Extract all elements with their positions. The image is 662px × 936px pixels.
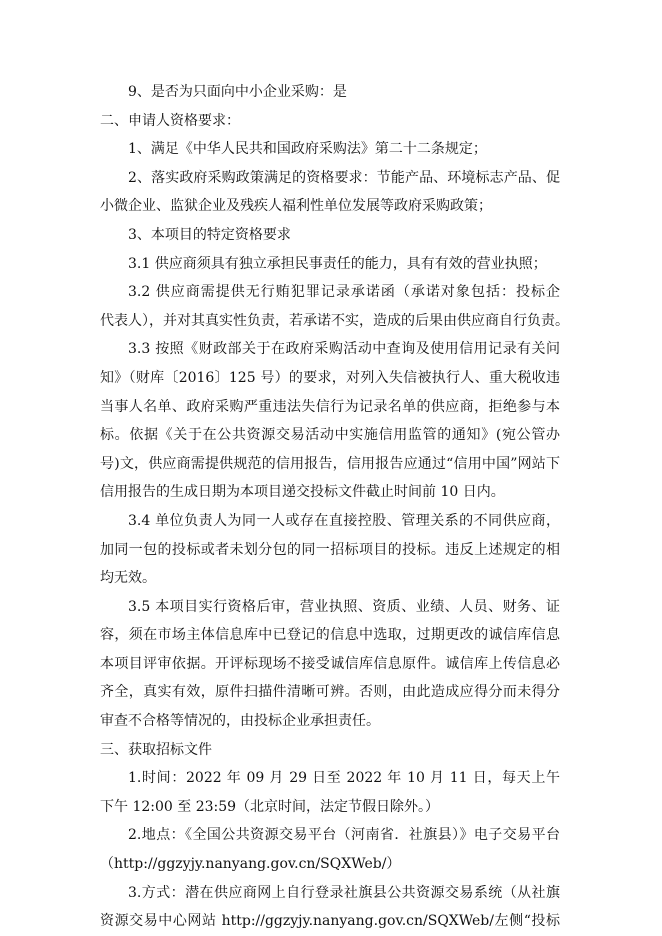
text-line: 三、获取招标文件 bbox=[100, 741, 212, 758]
text-line: （http://ggzyjy.nanyang.gov.cn/SQXWeb/） bbox=[100, 856, 401, 873]
text-line: 2.地点：《全国公共资源交易平台（河南省．社旗县）》电子交易平台 bbox=[128, 827, 560, 844]
text-line: 1.时间：2022 年 09 月 29 日至 2022 年 10 月 11 日，每天上午 bbox=[128, 770, 560, 787]
text-line: 标。依据《关于在公共资源交易活动中实施信用监管的通知》(宛公管办 bbox=[100, 427, 560, 444]
text-line: 容，须在市场主体信息库中已登记的信息中选取，过期更改的诚信库信息 bbox=[100, 627, 560, 644]
text-line: 号)文，供应商需提供规范的信用报告，信用报告应通过“信用中国”网站下 bbox=[100, 455, 560, 472]
text-line: 代表人），并对其真实性负责，若承诺不实，造成的后果由供应商自行负责。 bbox=[100, 312, 569, 329]
text-line: 3、本项目的特定资格要求 bbox=[128, 226, 291, 243]
document-body bbox=[100, 78, 569, 936]
text-line: 加同一包的投标或者未划分包的同一招标项目的投标。违反上述规定的相 bbox=[100, 541, 560, 558]
text-line: 2、落实政府采购政策满足的资格要求：节能产品、环境标志产品、促 bbox=[128, 169, 560, 186]
text-line: 本项目评审依据。开评标现场不接受诚信库信息原件。诚信库上传信息必 bbox=[100, 655, 560, 672]
text-line: 9、是否为只面向中小企业采购：是 bbox=[128, 84, 347, 100]
text-line: 信用报告的生成日期为本项目递交投标文件截止时间前 10 日内。 bbox=[100, 484, 505, 501]
text-line: 3.4 单位负责人为同一人或存在直接控股、管理关系的不同供应商， bbox=[128, 512, 560, 529]
text-line: 小微企业、监狱企业及残疾人福利性单位发展等政府采购政策； bbox=[100, 198, 492, 215]
text-line: 知》（财库〔2016〕125 号）的要求，对列入失信被执行人、重大税收违 bbox=[100, 369, 560, 386]
text-line: 3.2 供应商需提供无行贿犯罪记录承诺函（承诺对象包括：投标企 bbox=[128, 284, 560, 301]
text-line: 3.1 供应商须具有独立承担民事责任的能力，具有有效的营业执照； bbox=[128, 255, 547, 272]
text-line: 下午 12:00 至 23:59（北京时间，法定节假日除外。） bbox=[100, 798, 440, 815]
text-line: 均无效。 bbox=[100, 570, 156, 587]
text-line: 1、满足《中华人民共和国政府采购法》第二十二条规定； bbox=[128, 141, 487, 158]
text-line: 齐全，真实有效，原件扫描件清晰可辨。否则，由此造成应得分而未得分 bbox=[100, 684, 560, 701]
text-line: 资源交易中心网站 http://ggzyjy.nanyang.gov.cn/SQXWeb/左侧“投标 bbox=[100, 913, 560, 930]
text-line: 审查不合格等情况的，由投标企业承担责任。 bbox=[100, 713, 380, 730]
text-line: 3.5 本项目实行资格后审，营业执照、资质、业绩、人员、财务、证 bbox=[128, 598, 560, 615]
text-line: 当事人名单、政府采购严重违法失信行为记录名单的供应商，拒绝参与本 bbox=[100, 398, 560, 415]
text-line: 3.3 按照《财政部关于在政府采购活动中查询及使用信用记录有关问 bbox=[128, 341, 560, 358]
text-line: 3.方式：潜在供应商网上自行登录社旗县公共资源交易系统（从社旗 bbox=[128, 884, 560, 901]
text-line: 二、申请人资格要求： bbox=[100, 112, 240, 129]
